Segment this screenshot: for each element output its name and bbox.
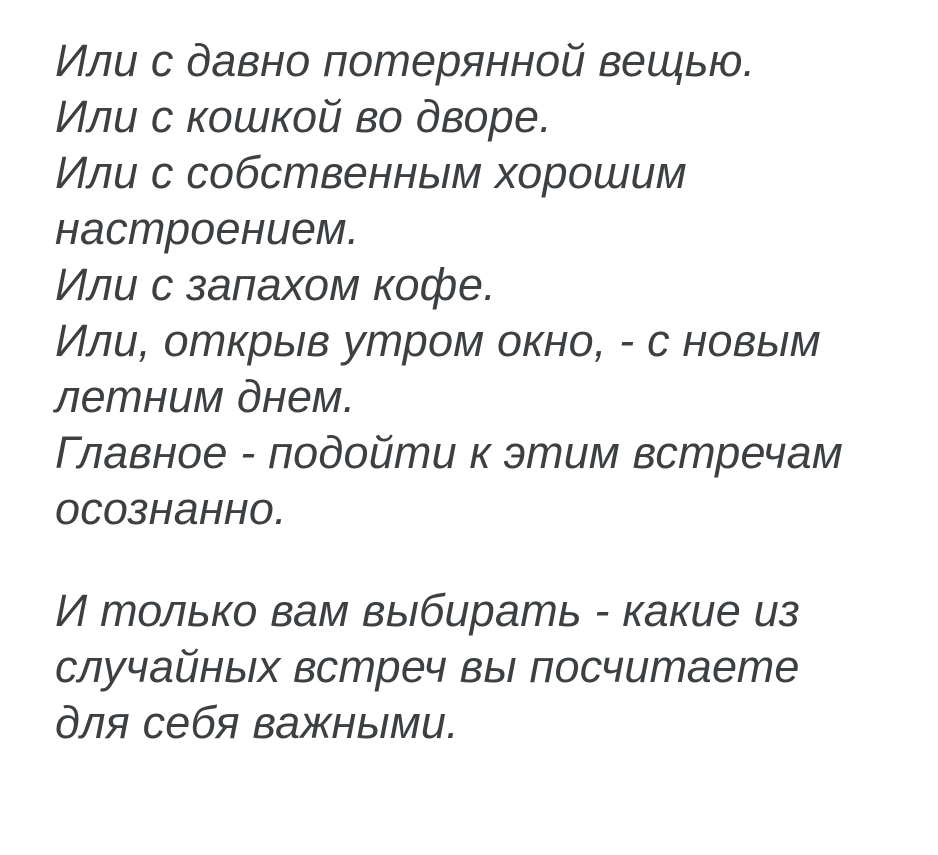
text-line: И только вам выбирать - какие из <box>55 585 800 636</box>
paragraph-2 <box>55 583 898 751</box>
text-line: Или, открыв утром окно, - с новым <box>55 315 821 366</box>
text-line: Или с давно потерянной вещью. <box>55 35 756 86</box>
text-line: настроением. <box>55 203 360 254</box>
text-block <box>55 33 898 751</box>
text-line: осознанно. <box>55 483 287 534</box>
text-line: для себя важными. <box>55 697 459 748</box>
text-line: летним днем. <box>55 371 356 422</box>
paragraph-1 <box>55 33 898 537</box>
text-line: Или с собственным хорошим <box>55 147 687 198</box>
text-line: случайных встреч вы посчитаете <box>55 641 800 692</box>
text-line: Или с запахом кофе. <box>55 259 496 310</box>
text-line: Или с кошкой во дворе. <box>55 91 552 142</box>
text-line: Главное - подойти к этим встречам <box>55 427 843 478</box>
